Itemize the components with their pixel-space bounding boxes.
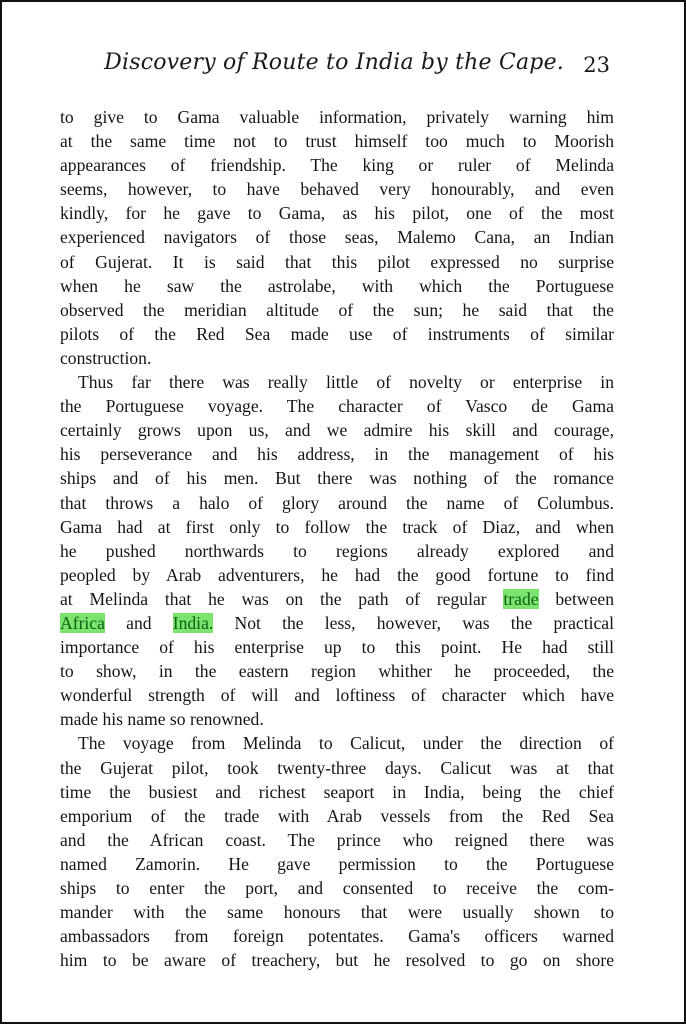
- text-fragment: at Melinda that he was on the path of regular: [60, 588, 504, 609]
- text-line: certainly grows upon us, and we admire his skill and courage,: [60, 420, 614, 441]
- text-line: importance of his enterprise up to this point. He had still: [60, 637, 614, 658]
- text-line: seems, however, to have behaved very honourably, and even: [60, 179, 614, 200]
- text-fragment: and: [104, 612, 173, 633]
- text-line: Thus far there was really little of novelty or enterprise in: [78, 372, 614, 393]
- text-line: observed the meridian altitude of the sun; he said that the: [60, 299, 614, 320]
- text-line: ships and of his men. But there was nothing of the romance: [60, 468, 614, 489]
- text-line: his perseverance and his address, in the management of his: [60, 444, 614, 465]
- text-line: when he saw the astrolabe, with which the Portuguese: [60, 275, 614, 296]
- text-line: peopled by Arab adventurers, he had the good fortune to find: [60, 564, 614, 585]
- text-line: and the African coast. The prince who reigned there was: [60, 829, 614, 850]
- text-line: The voyage from Melinda to Calicut, under the direction of: [78, 733, 614, 754]
- text-line: Gama had at first only to follow the track of Diaz, and when: [60, 516, 614, 537]
- text-line: the Portuguese voyage. The character of Vasco de Gama: [60, 396, 614, 417]
- paragraph-1: [60, 105, 614, 370]
- highlighted-word-africa: Africa: [60, 612, 105, 633]
- paragraph-3: [60, 731, 614, 972]
- text-fragment: between: [538, 588, 614, 609]
- text-line: [60, 587, 614, 611]
- text-line: [60, 611, 614, 635]
- text-line: to show, in the eastern region whither he proceeded, the: [60, 661, 614, 682]
- text-line: of Gujerat. It is said that this pilot expressed no surprise: [60, 251, 614, 272]
- text-line: experienced navigators of those seas, Malemo Cana, an Indian: [60, 227, 614, 248]
- text-line: he pushed northwards to regions already explored and: [60, 540, 614, 561]
- highlighted-word-india: India.: [172, 612, 214, 633]
- text-line: pilots of the Red Sea made use of instruments of similar: [60, 323, 614, 344]
- highlighted-word-trade: trade: [503, 588, 539, 609]
- text-line: that throws a halo of glory around the name of Columbus.: [60, 492, 614, 513]
- text-line: wonderful strength of will and loftiness of character which have: [60, 685, 614, 706]
- text-line: the Gujerat pilot, took twenty-three days. Calicut was at that: [60, 757, 614, 778]
- text-line: emporium of the trade with Arab vessels from the Red Sea: [60, 805, 614, 826]
- text-line: him to be aware of treachery, but he resolved to go on shore: [60, 950, 614, 971]
- paragraph-2: [60, 370, 614, 731]
- text-line: appearances of friendship. The king or ruler of Melinda: [60, 155, 614, 176]
- text-line: to give to Gama valuable information, privately warning him: [60, 107, 614, 127]
- page-number: 23: [583, 53, 610, 77]
- text-line: kindly, for he gave to Gama, as his pilot, one of the most: [60, 203, 614, 224]
- text-line: time the busiest and richest seaport in India, being the chief: [60, 781, 614, 802]
- text-line: named Zamorin. He gave permission to the Portuguese: [60, 853, 614, 874]
- running-title: Discovery of Route to India by the Cape.: [104, 50, 564, 75]
- text-line: mander with the same honours that were usually shown to: [60, 902, 614, 923]
- text-line: made his name so renowned.: [60, 709, 264, 730]
- body-text: [60, 105, 614, 972]
- text-line: ships to enter the port, and consented to receive the com-: [60, 878, 614, 898]
- text-line: construction.: [60, 347, 152, 368]
- text-line: ambassadors from foreign potentates. Gama's officers warned: [60, 926, 614, 947]
- text-line: at the same time not to trust himself too much to Moorish: [60, 131, 614, 152]
- page-header: [62, 50, 610, 90]
- text-fragment: Not the less, however, was the practical: [213, 612, 615, 633]
